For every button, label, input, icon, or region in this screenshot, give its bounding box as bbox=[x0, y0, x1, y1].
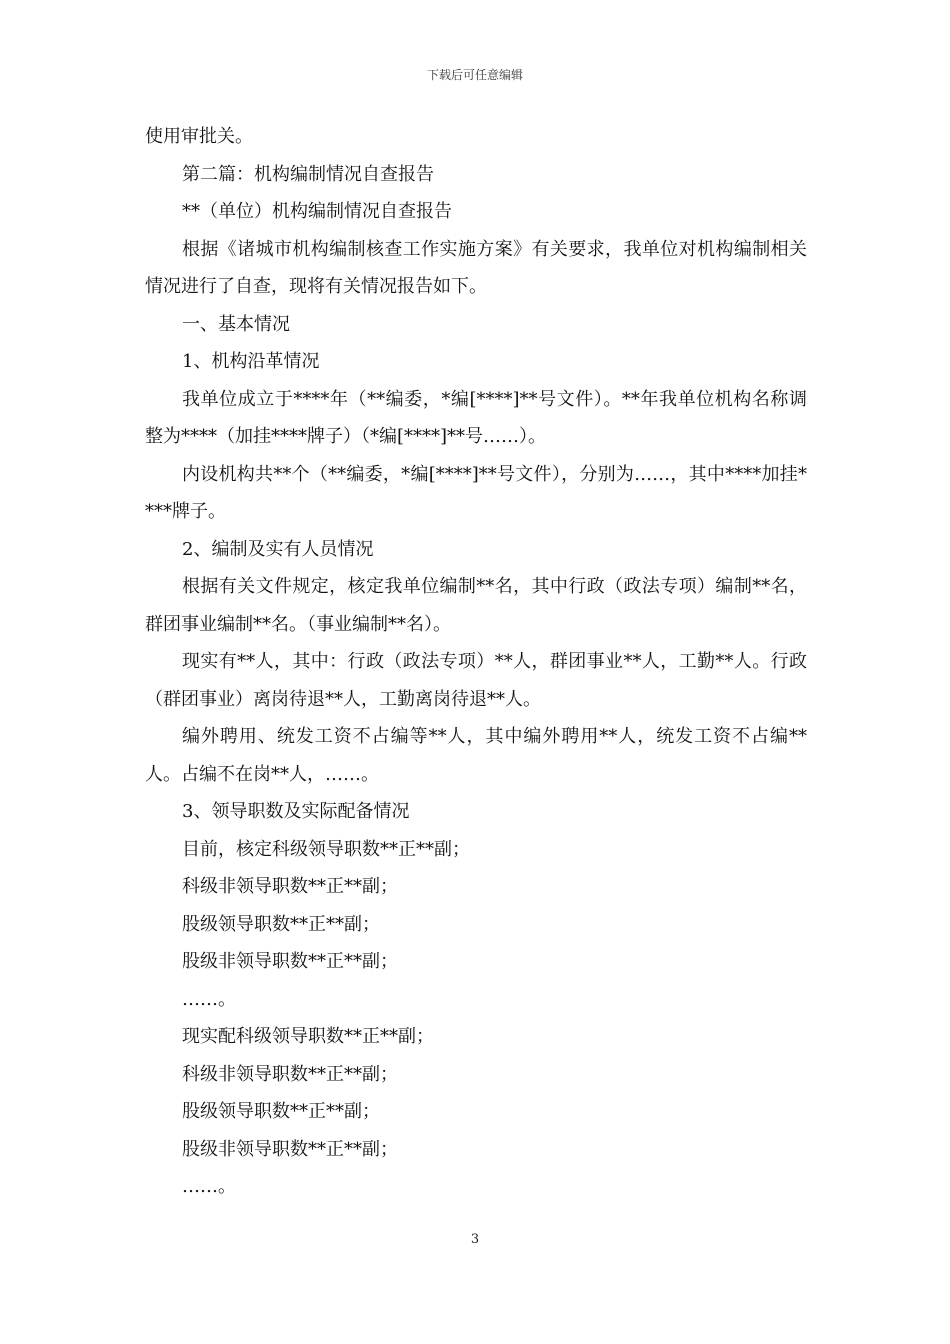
paragraph-12: 编外聘用、统发工资不占编等**人，其中编外聘用**人，统发工资不占编**人。占编不在岗**人，……。 bbox=[145, 726, 807, 785]
list-line-7: 科级非领导职数**正**副； bbox=[182, 1063, 398, 1085]
paragraph-10: 根据有关文件规定，核定我单位编制**名，其中行政（政法专项）编制**名，群团事业编制**名。（事业编制**名）。 bbox=[145, 576, 807, 635]
list-line-4: 股级非领导职数**正**副； bbox=[182, 951, 398, 972]
subsection-heading-2: 2、编制及实有人员情况 bbox=[182, 538, 374, 560]
paragraph-4: 根据《诸城市机构编制核查工作实施方案》有关要求，我单位对机构编制相关情况进行了自查，现将有关情况报告如下。 bbox=[145, 238, 807, 297]
list-line-3: 股级领导职数**正**副； bbox=[182, 913, 380, 935]
paragraph-7: 我单位成立于****年（**编委，*编[****]**号文件）。**年我单位机构名称调整为****（加挂****牌子）（*编[****]**号……）。 bbox=[145, 388, 807, 447]
list-line-10: ……。 bbox=[182, 1176, 236, 1197]
subsection-heading-1: 1、机构沿革情况 bbox=[182, 351, 320, 372]
list-line-2: 科级非领导职数**正**副； bbox=[182, 876, 398, 897]
list-line-1: 目前，核定科级领导职数**正**副； bbox=[182, 838, 470, 860]
paragraph-8: 内设机构共**个（**编委，*编[****]**号文件），分别为……，其中****加挂****牌子。 bbox=[145, 463, 807, 522]
paragraph-2: 第二篇：机构编制情况自查报告 bbox=[182, 163, 434, 185]
list-line-5: ……。 bbox=[182, 988, 236, 1010]
paragraph-3: **（单位）机构编制情况自查报告 bbox=[182, 201, 452, 222]
document-body bbox=[145, 118, 807, 1206]
section-heading-basic: 一、基本情况 bbox=[182, 313, 290, 335]
subsection-heading-3: 3、领导职数及实际配备情况 bbox=[182, 801, 410, 822]
page-header: 下载后可任意编辑 bbox=[426, 68, 523, 82]
paragraph-11: 现实有**人，其中：行政（政法专项）**人，群团事业**人，工勤**人。行政（群团事业）离岗待退**人，工勤离岗待退**人。 bbox=[145, 651, 807, 710]
list-line-9: 股级非领导职数**正**副； bbox=[182, 1138, 398, 1160]
page-number: 3 bbox=[470, 1232, 480, 1247]
paragraph-1: 使用审批关。 bbox=[145, 126, 253, 147]
list-line-6: 现实配科级领导职数**正**副； bbox=[182, 1026, 434, 1047]
list-line-8: 股级领导职数**正**副； bbox=[182, 1101, 380, 1122]
